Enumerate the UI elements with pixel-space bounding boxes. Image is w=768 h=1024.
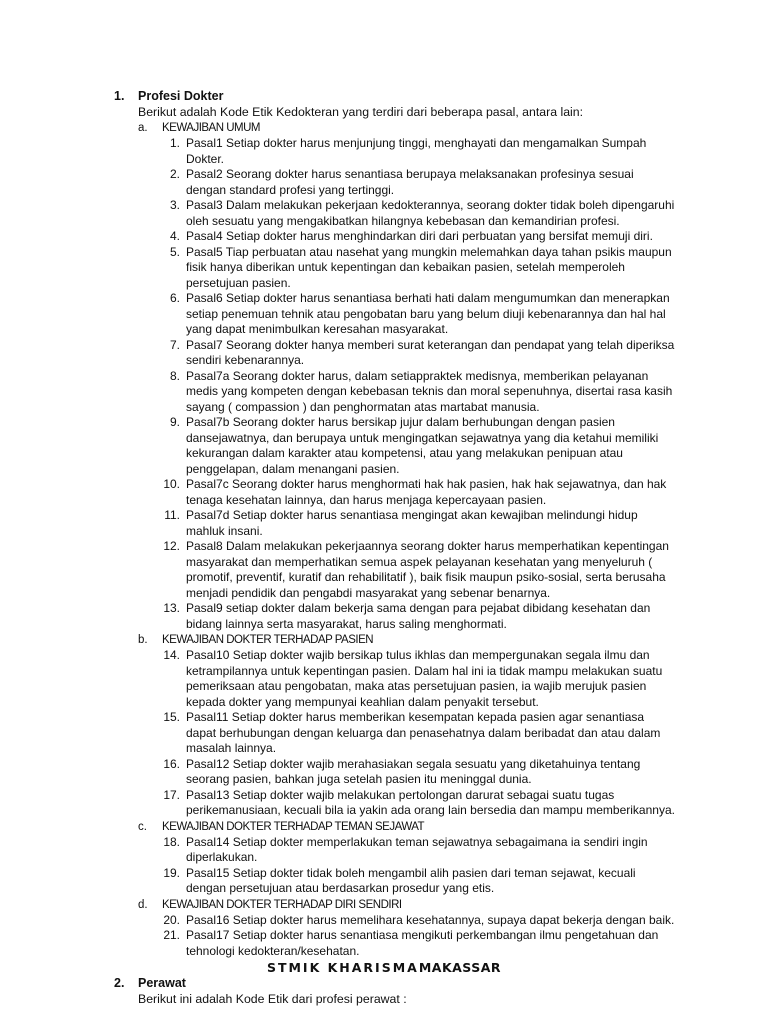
- subsection-title: KEWAJIBAN DOKTER TERHADAP DIRI SENDIRI: [162, 898, 402, 911]
- item-number: 9.: [169, 415, 180, 429]
- subsection-title: KEWAJIBAN UMUM: [162, 122, 260, 134]
- list-item: [0, 369, 768, 416]
- list-item: [0, 229, 768, 245]
- item-number: 6.: [169, 291, 180, 305]
- section-number: 2.: [114, 976, 125, 990]
- subsection-heading: [0, 897, 768, 913]
- item-number: 1.: [169, 136, 180, 150]
- list-item: [0, 477, 768, 508]
- item-text: Pasal10 Setiap dokter wajib bersikap tulus ikhlas dan mempergunakan segala ilmu dan ketrampilannya untuk kepentingan pasien. Dalam hal ini ia tidak mampu melakukan suatu pemeriksaan atau pengobatan, maka atas persetujuan pasien, ia wajib merujuk pasien kepada dokter yang mempunyai keahlian dalam penyakit tersebut.: [186, 648, 663, 709]
- list-item: [0, 245, 768, 292]
- item-number: 8.: [169, 368, 180, 383]
- list-item: [0, 648, 768, 710]
- item-number: 20.: [163, 912, 180, 927]
- list-item: [0, 508, 768, 539]
- item-text: Pasal12 Setiap dokter wajib merahasiakan segala sesuatu yang diketahuinya tentang seorang pasien, bahkan juga setelah pasien itu meninggal dunia.: [186, 756, 641, 786]
- list-item: [0, 757, 768, 788]
- item-number: 15.: [163, 710, 180, 724]
- document-body: [0, 88, 768, 1007]
- item-text: Pasal3 Dalam melakukan pekerjaan kedokterannya, seorang dokter tidak boleh dipengaruhi oleh sesuatu yang mengakibatkan hilangnya kebebasan dan kemandirian profesi.: [186, 198, 675, 228]
- subsection-letter: c.: [138, 820, 147, 833]
- item-number: 13.: [163, 601, 180, 615]
- item-text: Pasal7d Setiap dokter harus senantiasa mengingat akan kewajiban melindungi hidup mahluk insani.: [186, 508, 638, 538]
- item-text: Pasal13 Setiap dokter wajib melakukan pertolongan darurat sebagai suatu tugas perikemanusiaan, kecuali bila ia yakin ada orang lain bersedia dan mampu memberikannya.: [186, 787, 675, 817]
- list-item: [0, 338, 768, 369]
- list-item: [0, 136, 768, 167]
- list-item: [0, 291, 768, 338]
- list-item: [0, 866, 768, 897]
- section-intro: Berikut ini adalah Kode Etik dari profesi perawat :: [138, 992, 407, 1006]
- subsection-title: KEWAJIBAN DOKTER TERHADAP PASIEN: [162, 634, 374, 646]
- item-text: Pasal16 Setiap dokter harus memelihara kesehatannya, supaya dapat bekerja dengan baik.: [186, 912, 675, 927]
- item-number: 12.: [163, 539, 180, 553]
- item-text: Pasal6 Setiap dokter harus senantiasa berhati hati dalam mengumumkan dan menerapkan setiap penemuan tehnik atau pengobatan baru yang belum diuji kebenarannya dan hal hal yang dapat menimbulkan keresahan masyarakat.: [186, 291, 670, 336]
- item-number: 10.: [163, 477, 180, 491]
- item-text: Pasal2 Seorang dokter harus senantiasa berupaya melaksanakan profesinya sesuai dengan standard profesi yang tertinggi.: [186, 167, 634, 197]
- subsection-letter: d.: [138, 898, 148, 911]
- list-item: [0, 913, 768, 929]
- section-number: 1.: [114, 89, 125, 103]
- item-number: 19.: [163, 865, 180, 880]
- list-item: [0, 167, 768, 198]
- subsection-heading: [0, 120, 768, 136]
- item-text: Pasal11 Setiap dokter harus memberikan kesempatan kepada pasien agar senantiasa dapat berhubungan dengan keluarga dan penasehatnya dalam beribadat dan atau dalam masalah lainnya.: [186, 710, 661, 755]
- item-number: 16.: [163, 756, 180, 771]
- list-item: [0, 710, 768, 757]
- subsection-letter: a.: [138, 122, 148, 134]
- item-text: Pasal5 Tiap perbuatan atau nasehat yang mungkin melemahkan daya tahan psikis maupun fisik hanya diberikan untuk kepentingan dan kebaikan pasien, setelah memperoleh persetujuan pasien.: [186, 244, 672, 290]
- list-item: [0, 788, 768, 819]
- item-text: Pasal7c Seorang dokter harus menghormati hak hak pasien, hak hak sejawatnya, dan hak tenaga kesehatan lainnya, dan harus menjaga kepercayaan pasien.: [186, 477, 667, 507]
- item-text: Pasal4 Setiap dokter harus menghindarkan diri dari perbuatan yang bersifat memuji diri.: [186, 229, 653, 243]
- item-text: Pasal1 Setiap dokter harus menjunjung tinggi, menghayati dan mengamalkan Sumpah Dokter.: [186, 136, 647, 166]
- item-text: Pasal7 Seorang dokter hanya memberi surat keterangan dan pendapat yang telah diperiksa sendiri kebenarannya.: [186, 337, 675, 367]
- section-title: Profesi Dokter: [138, 89, 224, 103]
- list-item: [0, 198, 768, 229]
- footer-city: MAKASSAR: [418, 960, 502, 975]
- item-text: Pasal8 Dalam melakukan pekerjaannya seorang dokter harus memperhatikan kepentingan masyarakat dan memperhatikan semua aspek pelayanan kesehatan yang menyeluruh ( promotif, preventif, kuratif dan rehabilitatif ), baik fisik maupun psiko-sosial, serta berusaha menjadi pendidik dan pengabdi masyarakat yang sebenar benarnya.: [186, 539, 669, 600]
- item-text: Pasal9 setiap dokter dalam bekerja sama dengan para pejabat dibidang kesehatan dan bidang lainnya serta masyarakat, harus saling menghormati.: [186, 601, 651, 631]
- list-item: [0, 415, 768, 477]
- section-intro: Berikut adalah Kode Etik Kedokteran yang terdiri dari beberapa pasal, antara lain:: [138, 105, 584, 119]
- list-item: [0, 835, 768, 866]
- page-footer: [0, 960, 768, 975]
- item-text: Pasal14 Setiap dokter memperlakukan teman sejawatnya sebagaimana ia sendiri ingin diperlakukan.: [186, 834, 648, 864]
- item-text: Pasal15 Setiap dokter tidak boleh mengambil alih pasien dari teman sejawat, kecuali dengan persetujuan atau berdasarkan prosedur yang etis.: [186, 865, 636, 895]
- item-number: 4.: [169, 229, 180, 243]
- item-number: 7.: [169, 337, 180, 352]
- item-text: Pasal7b Seorang dokter harus bersikap jujur dalam berhubungan dengan pasien dansejawatnya, dan berupaya untuk mengingatkan sejawatnya yang dia ketahui memiliki kekurangan dalam karakter atau kompetensi, atau yang melakukan penipuan atau penggelapan, dalam menangani pasien.: [186, 415, 659, 476]
- subsection-heading: [0, 632, 768, 648]
- item-number: 3.: [169, 198, 180, 212]
- footer-institution: STMIK KHARISMA: [266, 960, 419, 975]
- subsection-title: KEWAJIBAN DOKTER TERHADAP TEMAN SEJAWAT: [162, 820, 425, 833]
- item-number: 18.: [163, 834, 180, 849]
- list-item: [0, 539, 768, 601]
- section-heading: [0, 88, 768, 104]
- item-number: 2.: [169, 167, 180, 181]
- subsection-heading: [0, 819, 768, 835]
- section-heading: [0, 975, 768, 991]
- item-text: Pasal17 Setiap dokter harus senantiasa mengikuti perkembangan ilmu pengetahuan dan tehnologi kedokteran/kesehatan.: [186, 928, 659, 958]
- item-number: 5.: [169, 244, 180, 259]
- subsection-letter: b.: [138, 634, 148, 646]
- item-number: 17.: [163, 787, 180, 802]
- item-number: 14.: [163, 648, 180, 662]
- list-item: [0, 928, 768, 959]
- item-text: Pasal7a Seorang dokter harus, dalam setiappraktek medisnya, memberikan pelayanan medis yang kompeten dengan kebebasan teknis dan moral sepenuhnya, disertai rasa kasih sayang ( compassion ) dan penghormatan atas martabat manusia.: [186, 368, 673, 414]
- item-number: 21.: [163, 928, 180, 942]
- item-number: 11.: [164, 508, 180, 522]
- list-item: [0, 601, 768, 632]
- section-title: Perawat: [138, 976, 186, 990]
